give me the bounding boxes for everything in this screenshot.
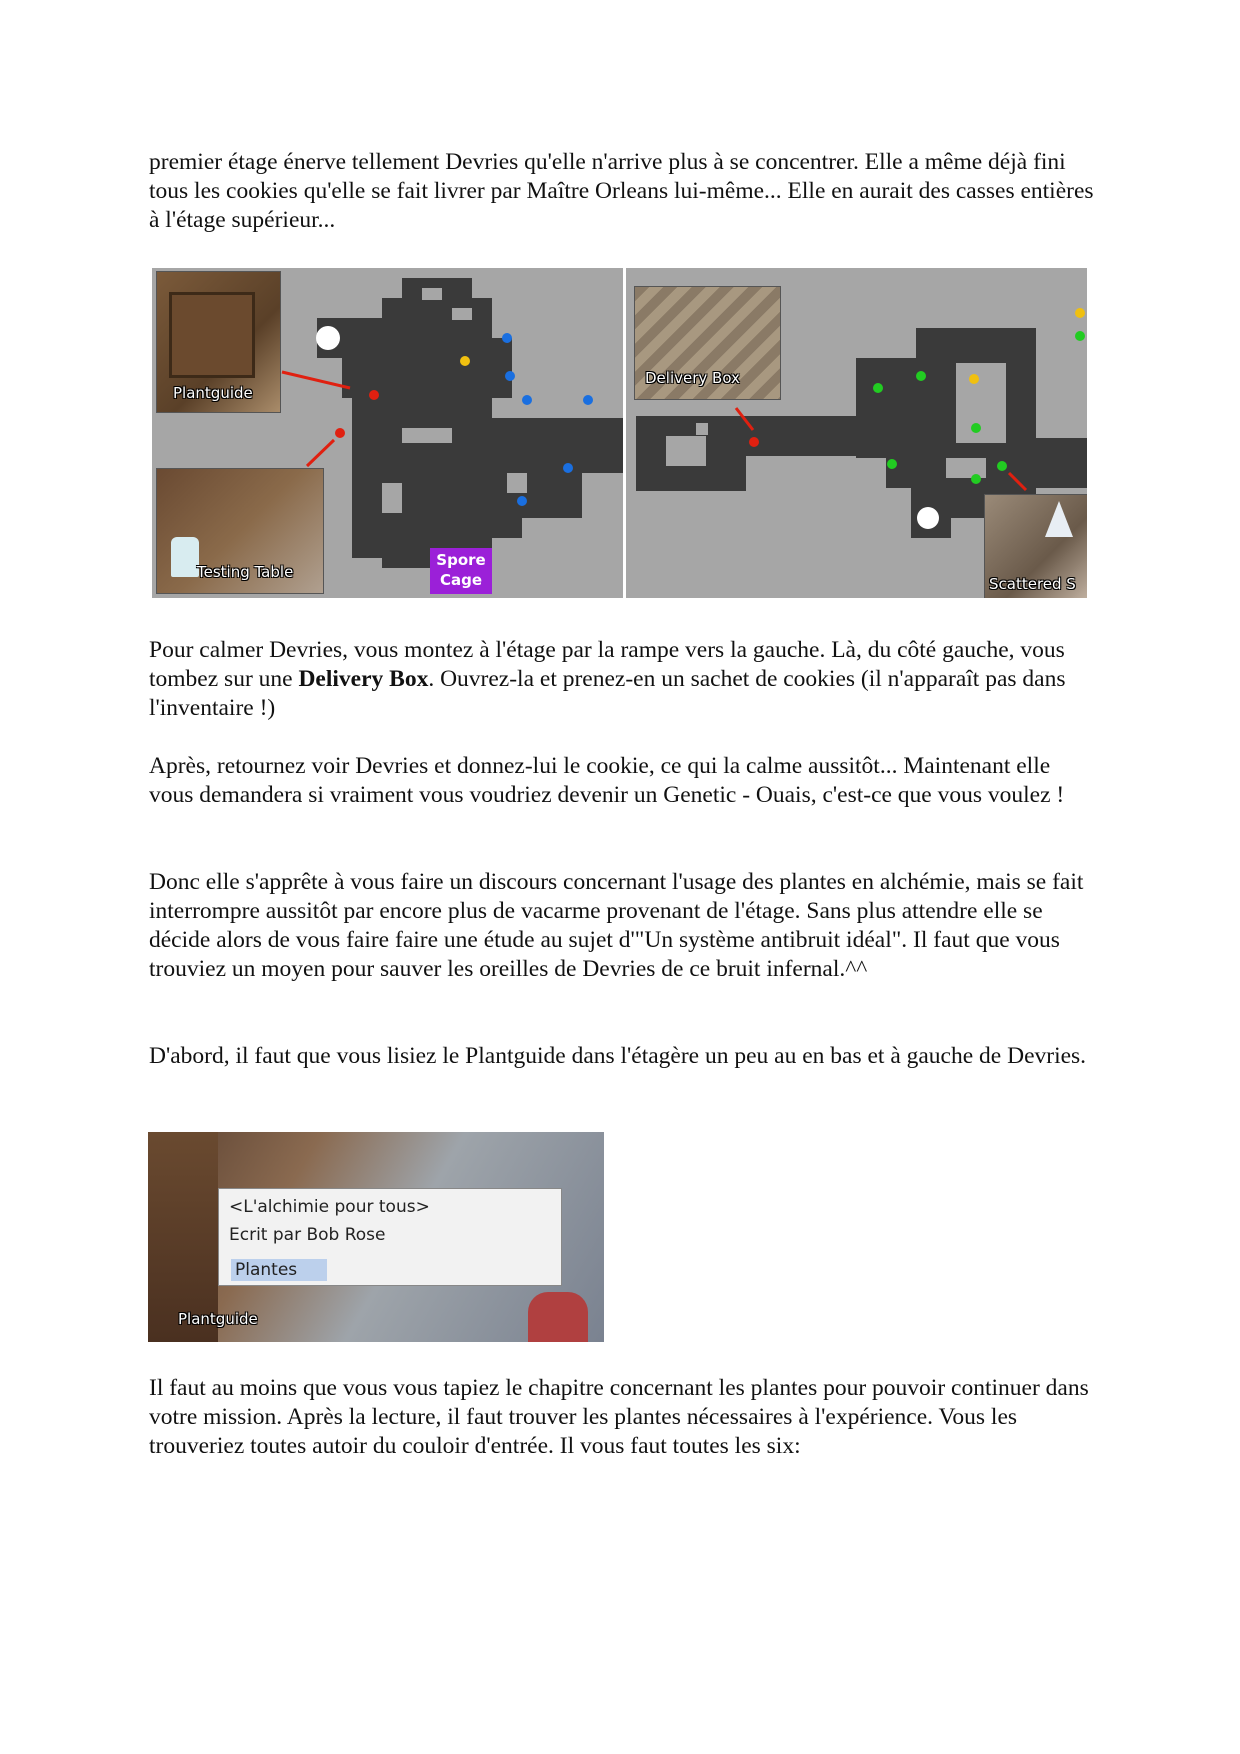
plantguide-screenshot <box>148 1132 604 1342</box>
book-dialog <box>218 1188 562 1286</box>
paragraph-intro: premier étage énerve tellement Devries qu'elle n'arrive plus à se concentrer. Elle a même déjà fini tous les cookies qu'elle se fait livrer par Maître Orleans lui-même... Elle en aurait des casses entières à l'étage supérieur... <box>149 149 1094 233</box>
spore-cage-line1: Spore <box>436 551 486 569</box>
map-first-floor <box>152 268 623 598</box>
plantguide-label: Plantguide <box>173 384 253 402</box>
paragraph-discours: Donc elle s'apprête à vous faire un discours concernant l'usage des plantes en alchémie, mais se fait interrompre aussitôt par encore plus de vacarme provenant de l'étage. Sans plus attendre elle se décide alors de vous faire faire une étude au sujet d'"Un système antibruit idéal". Il faut que vous trouviez un moyen pour sauver les oreilles de Devries de ce bruit infernal.^^ <box>149 869 1084 982</box>
testing-table-label: Testing Table <box>197 563 294 581</box>
book-author: Ecrit par Bob Rose <box>229 1225 386 1245</box>
paragraph-delivery-box <box>149 636 1099 723</box>
scattered-thumbnail <box>984 494 1087 598</box>
paragraph-cookie: Après, retournez voir Devries et donnez-lui le cookie, ce qui la calme aussitôt... Maintenant elle vous demandera si vraiment vous voudriez devenir un Genetic - Ouais, c'est-ce que vous voulez ! <box>149 753 1065 808</box>
para2-text-after: . Ouvrez-la et prenez-en un sachet de cookies (il n'apparaît pas dans l'inventaire !) <box>149 666 1066 721</box>
para2-text-before: Pour calmer Devries, vous montez à l'étage par la rampe vers la gauche. Là, du côté gauche, vous tombez sur une <box>149 637 1065 692</box>
spore-cage-marker <box>430 548 492 594</box>
spore-cage-line2: Cage <box>439 571 483 589</box>
plantguide-caption: Plantguide <box>178 1310 258 1328</box>
scattered-label: Scattered S <box>989 575 1076 593</box>
paragraph-plantes: Il faut au moins que vous vous tapiez le chapitre concernant les plantes pour pouvoir continuer dans votre mission. Après la lecture, il faut trouver les plantes nécessaires à l'expérience. Vous les trouveriez toutes autoir du couloir d'entrée. Il vous faut toutes les six: <box>149 1375 1089 1459</box>
paragraph-plantguide: D'abord, il faut que vous lisiez le Plantguide dans l'étagère un peu au en bas et à gauche de Devries. <box>149 1043 1087 1069</box>
delivery-box-label: Delivery Box <box>645 369 740 387</box>
delivery-box-thumbnail <box>634 286 781 400</box>
delivery-box-bold: Delivery Box <box>298 666 429 692</box>
arrow-marker-icon <box>1045 501 1073 537</box>
book-title: <L'alchimie pour tous> <box>229 1197 430 1217</box>
map-upper-floor <box>626 268 1087 598</box>
plantes-option[interactable]: Plantes <box>231 1259 327 1281</box>
testing-table-thumbnail <box>156 468 324 594</box>
plantguide-thumbnail <box>156 271 281 413</box>
